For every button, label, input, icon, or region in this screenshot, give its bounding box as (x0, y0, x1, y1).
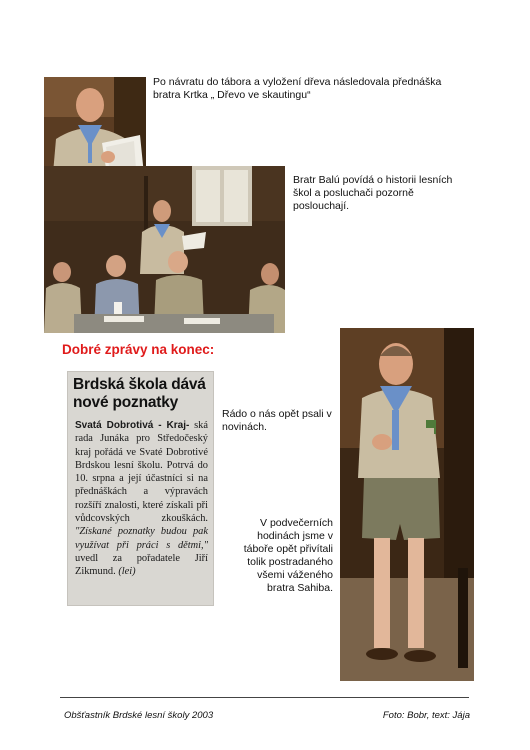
caption-lecture: Po návratu do tábora a vyložení dřeva následovala přednáška bratra Krtka „ Dřevo ve skautingu“ (153, 76, 442, 101)
caption-history: Bratr Balú povídá o historii lesních škol a posluchači pozorně poslouchají. (293, 174, 453, 212)
section-heading: Dobré zprávy na konec: (62, 342, 215, 357)
clipping-tail: uvedl za pořadatele Jiří Zikmund. (75, 552, 208, 578)
newspaper-clipping (67, 371, 214, 606)
clipping-title: Brdská škola dává nové poznatky (73, 376, 206, 411)
caption-evening: V podvečerních hodinách jsme v táboře opět přivítali tolik postradaného všemi váženého bratra Sahiba. (243, 517, 333, 594)
photo-standing-scout (340, 328, 474, 681)
footer-credits: Foto: Bobr, text: Jája (382, 710, 470, 721)
photo-audience (44, 166, 285, 333)
clipping-quote: "Získané poznatky budou pak využívat při práci s dětmi," (75, 526, 208, 551)
clipping-text: ská rada Junáka pro Středočeský kraj pořádá ve Svaté Dobrotivé Brdskou lesní školu. Potrvá do 10. srpna a její účastníci si na přednáškách a výpravách rozšíří znalosti, které získali při vůdcovských zkouškách. (75, 420, 208, 525)
clipping-signature: (lei) (118, 566, 136, 578)
footer-publication: Obšťastník Brdské lesní školy 2003 (64, 710, 214, 721)
footer-divider (60, 697, 469, 698)
caption-newspaper: Rádo o nás opět psali v novinách. (222, 408, 332, 433)
clipping-body (67, 412, 214, 579)
clipping-lead: Svatá Dobrotivá - Kraj- (75, 420, 190, 431)
